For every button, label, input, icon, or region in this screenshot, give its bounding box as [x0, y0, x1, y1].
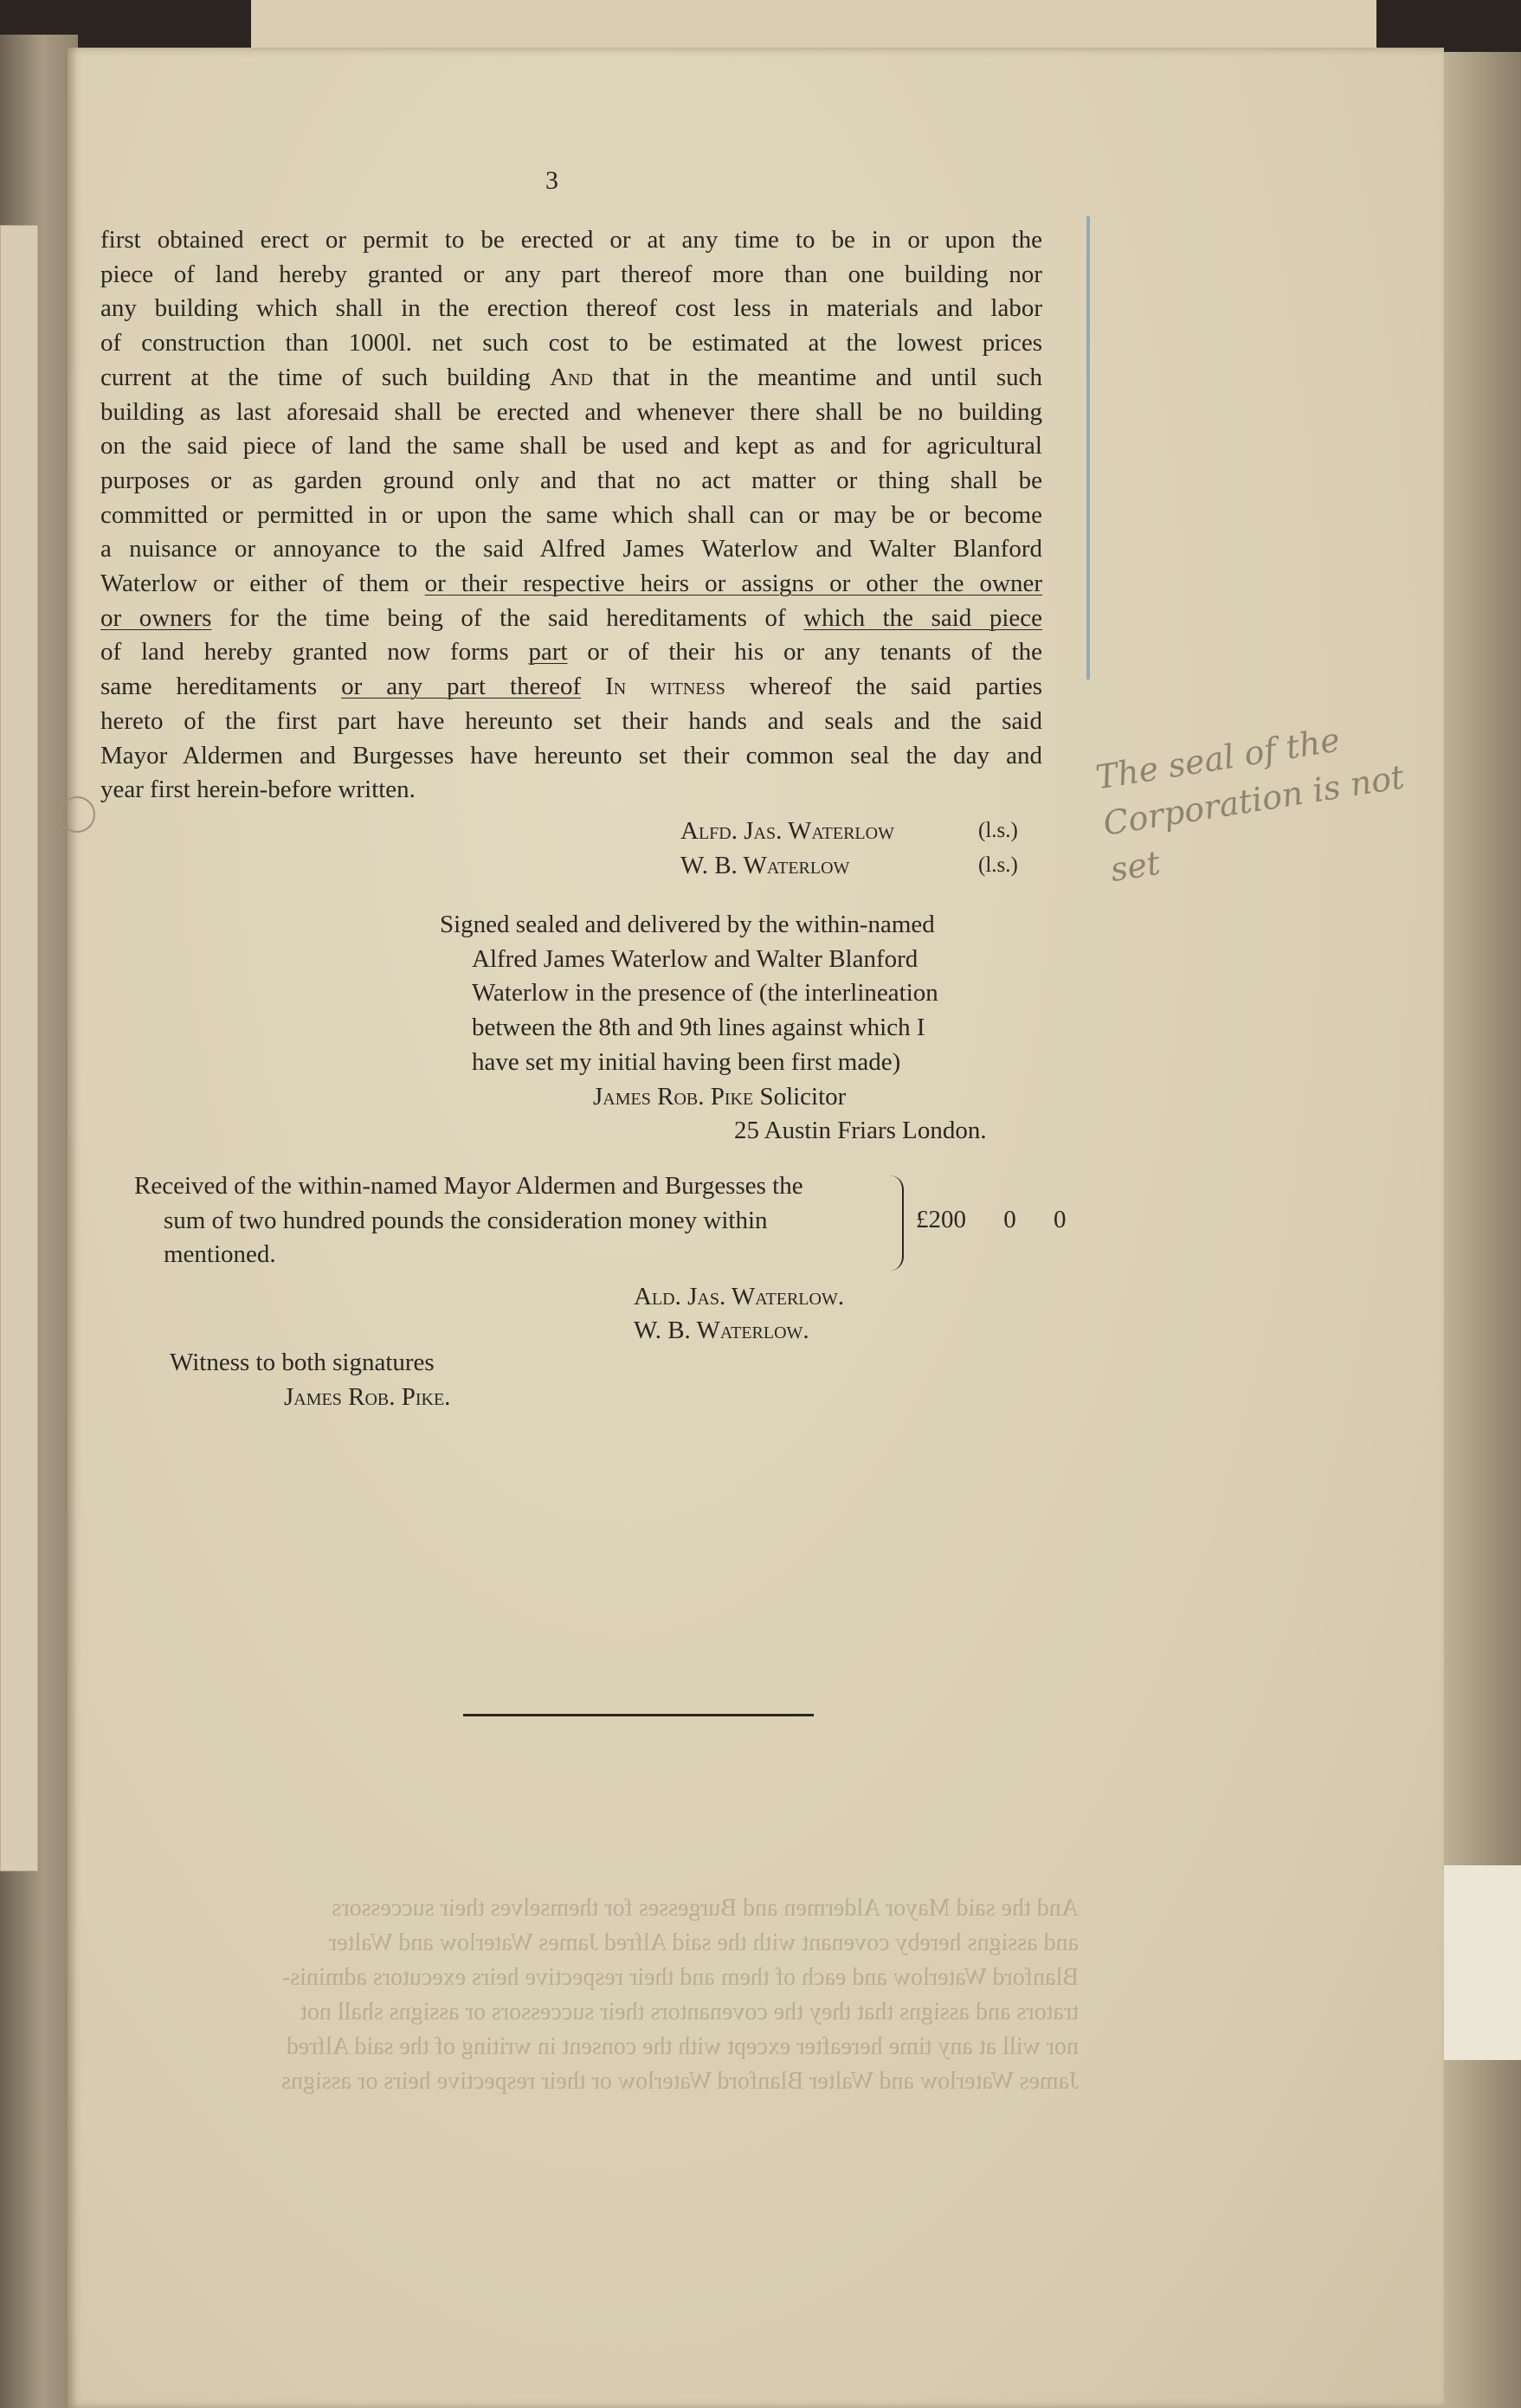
left-book-edge [0, 35, 78, 2408]
body-line: current at the time of such building And that in the meantime and until such [100, 363, 1042, 391]
and-smallcaps: And [550, 363, 593, 391]
receipt-line: Received of the within-named Mayor Aldermen and Burgesses the [134, 1172, 803, 1200]
attest-line: between the 8th and 9th lines against which I [472, 1014, 925, 1042]
receipt-amount [916, 1206, 1067, 1234]
body-line: Mayor Aldermen and Burgesses have hereunto set their common seal the day and [100, 741, 1042, 769]
witness-block [170, 1345, 450, 1414]
attest-line: Alfred James Waterlow and Walter Blanford [472, 944, 918, 973]
underlined-text: which the said piece [803, 603, 1043, 632]
underlined-text: part [528, 638, 568, 666]
underlined-text: or owners [100, 603, 212, 632]
amount-pence: 0 [1054, 1206, 1067, 1233]
bleed-through-text: And the said Mayor Aldermen and Burgesses for themselves their successors and assigns hereby covenant with the said Alfred James Waterlow and Walter Blanford Waterlow and each of them and their respective heirs executors adminis- trators and assigns that they the covenantors their successors or assigns shall not nor will at any time hereafter except with the consent in writing of the said Alfred James Waterlow and Walter Blanford Waterlow or their respective heirs or assigns [281, 1895, 1079, 2095]
attest-signer: James Rob. Pike Solicitor [593, 1082, 847, 1111]
amount-shillings: 0 [1003, 1206, 1016, 1233]
closing-rule [463, 1714, 814, 1716]
attest-address: 25 Austin Friars London. [734, 1117, 987, 1145]
left-page-edge [0, 225, 38, 1871]
blue-pencil-margin-line [1086, 216, 1090, 679]
witness-name: James Rob. Pike. [284, 1383, 451, 1411]
attest-line: Signed sealed and delivered by the within-named [440, 911, 935, 938]
curly-brace [890, 1175, 904, 1271]
seal-mark: (l.s.) [978, 819, 1018, 842]
body-line: purposes or as garden ground only and that no act matter or thing shall be [100, 466, 1042, 494]
receipt-signature: W. B. Waterlow. [634, 1317, 809, 1344]
body-line: building as last aforesaid shall be erected and whenever there shall be no building [100, 397, 1042, 426]
signature-name: Alfd. Jas. Waterlow [680, 817, 894, 845]
pencil-circle-mark [59, 796, 95, 833]
body-line: year first herein-before written. [100, 776, 416, 804]
underlined-text: or their respective heirs or assigns or other the owner [424, 570, 1042, 598]
body-line: committed or permitted in or upon the same which shall can or may be or become [100, 500, 1042, 529]
receipt-signature: Ald. Jas. Waterlow. [634, 1283, 845, 1310]
receipt-line: mentioned. [164, 1240, 276, 1269]
body-line: of construction than 1000l. net such cost to be estimated at the lowest prices [100, 329, 1042, 357]
witness-label: Witness to both signatures [170, 1349, 435, 1376]
page-number: 3 [545, 166, 558, 195]
body-line: or owners for the time being of the said hereditaments of which the said piece [100, 603, 1043, 632]
body-line: piece of land hereby granted or any part thereof more than one building nor [100, 260, 1042, 288]
attestation-clause [440, 908, 1059, 1149]
attest-line: Waterlow in the presence of (the interlineation [472, 979, 938, 1008]
seal-mark: (l.s.) [978, 853, 1018, 877]
body-line: of land hereby granted now forms part or of their his or any tenants of the [100, 638, 1042, 666]
body-line: first obtained erect or permit to be erected or at any time to be in or upon the [100, 226, 1042, 254]
in-witness-smallcaps: In witness [581, 673, 725, 701]
body-line: on the said piece of land the same shall be used and kept as and for agricultural [100, 432, 1042, 460]
body-line: Waterlow or either of them or their respective heirs or assigns or other the owner [100, 570, 1042, 598]
attest-line: have set my initial having been first made) [472, 1047, 901, 1076]
receipt-line: sum of two hundred pounds the consideration money within [164, 1206, 768, 1234]
signature-name: W. B. Waterlow [680, 852, 850, 879]
body-line: hereto of the first part have hereunto set their hands and seals and the said [100, 706, 1042, 735]
underlined-text: or any part thereof [341, 673, 582, 701]
body-line: any building which shall in the erection thereof cost less in materials and labor [100, 294, 1042, 323]
top-page-edge [251, 0, 1376, 55]
deed-body-text [100, 223, 1042, 808]
body-line: same hereditaments or any part thereof In witness whereof the said parties [100, 673, 1043, 701]
receipt-clause [134, 1169, 803, 1272]
handwritten-margin-note: The seal of the Corporation is not set [1092, 720, 1408, 890]
body-line: a nuisance or annoyance to the said Alfred James Waterlow and Walter Blanford [100, 535, 1042, 563]
amount-pounds: £200 [916, 1206, 966, 1233]
